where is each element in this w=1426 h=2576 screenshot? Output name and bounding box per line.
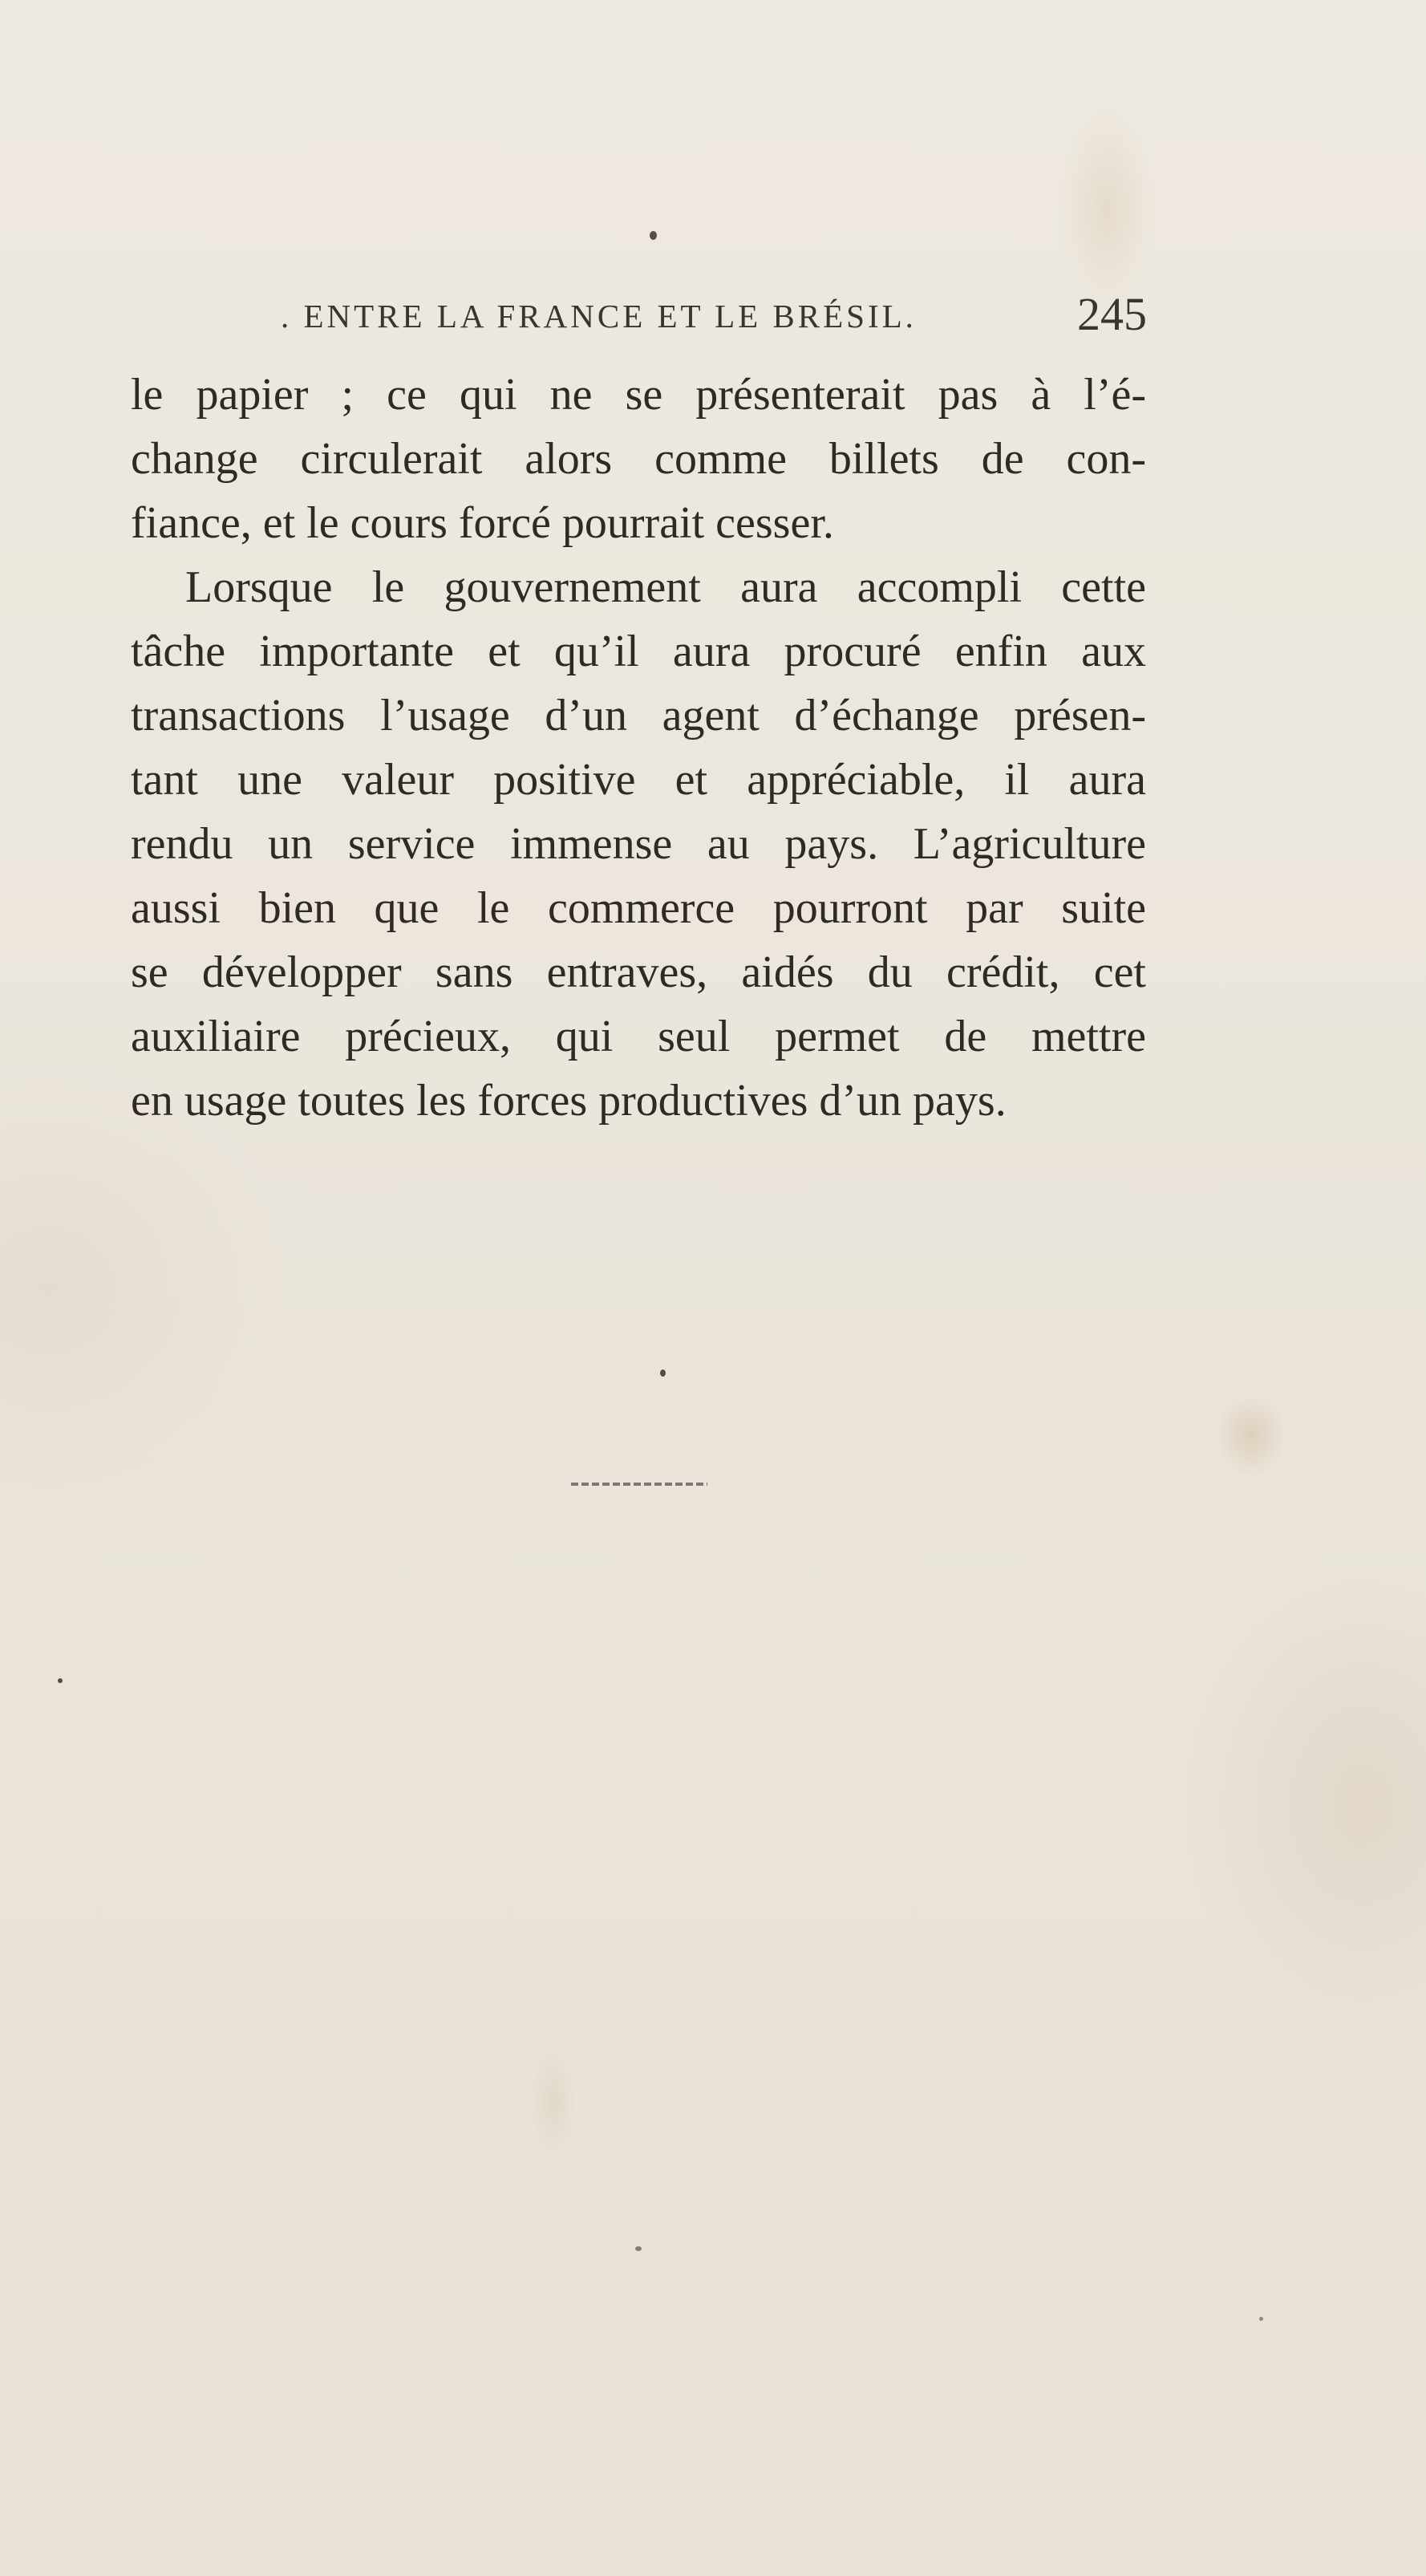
text-line: tant une valeur positive et appréciable, il aura — [131, 755, 1146, 805]
text-line: le papier ; ce qui ne se présenterait pas à l’é- — [131, 370, 1146, 420]
text-line: change circulerait alors comme billets de con- — [131, 434, 1146, 484]
text-line: rendu un service immense au pays. L’agriculture — [131, 819, 1146, 869]
text-line: fiance, et le cours forcé pourrait cesser. — [131, 498, 834, 548]
ink-speck — [635, 2246, 642, 2251]
text-line: en usage toutes les forces productives d’un pays. — [131, 1076, 1007, 1126]
text-line: tâche importante et qu’il aura procuré enfin aux — [131, 627, 1146, 676]
section-end-rule — [571, 1483, 707, 1486]
ink-speck — [1259, 2317, 1263, 2321]
running-head: . ENTRE LA FRANCE ET LE BRÉSIL. — [281, 298, 917, 335]
text-line: transactions l’usage d’un agent d’échange présen- — [131, 691, 1146, 740]
text-line: auxiliaire précieux, qui seul permet de mettre — [131, 1012, 1146, 1061]
text-line: se développer sans entraves, aidés du crédit, cet — [131, 947, 1146, 997]
ink-speck — [58, 1678, 63, 1683]
ink-speck — [660, 1369, 666, 1377]
page-number: 245 — [1077, 288, 1147, 340]
ink-speck — [650, 231, 657, 240]
text-line: Lorsque le gouvernement aura accompli cette — [185, 562, 1146, 612]
text-line: aussi bien que le commerce pourront par suite — [131, 883, 1146, 933]
body-text — [131, 363, 1146, 1133]
page-header — [281, 287, 1147, 343]
